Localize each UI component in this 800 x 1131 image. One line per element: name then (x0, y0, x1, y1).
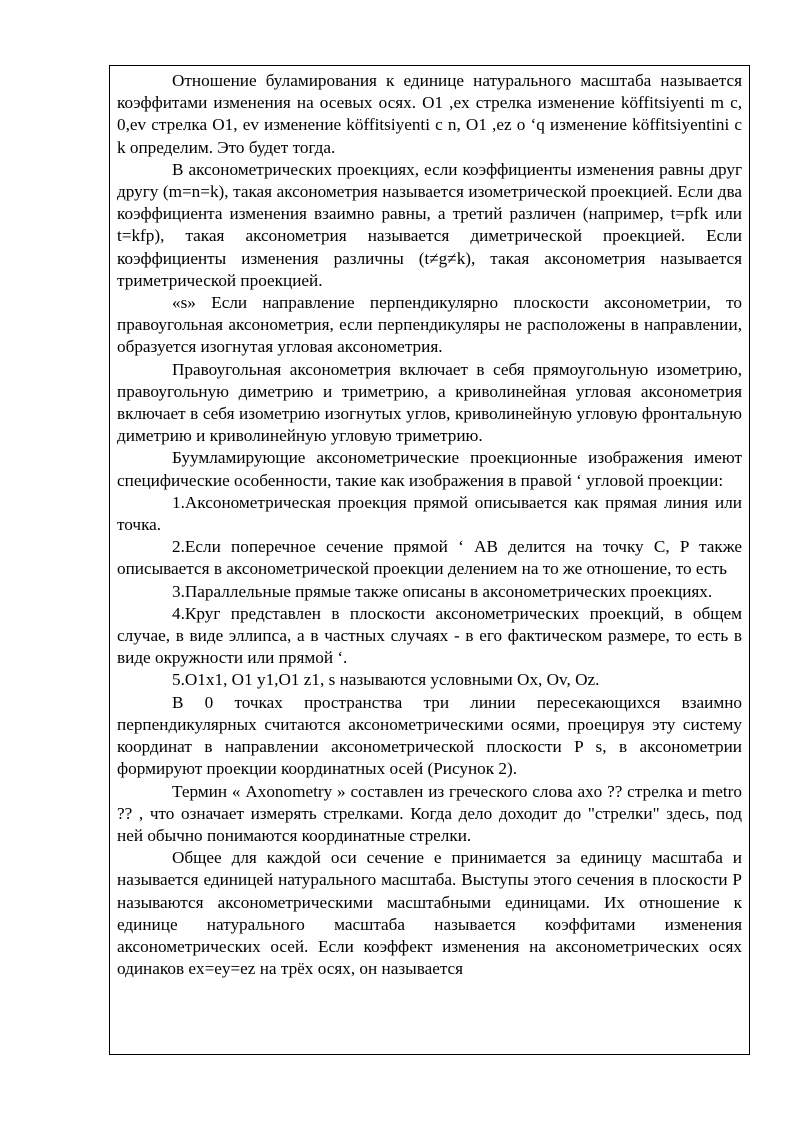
paragraph-7: Термин « Axonometry » составлен из греческого слова axo ?? стрелка и metro ?? , что означает измерять стрелками. Когда дело доходит до "стрелки" здесь, под ней обычно понимаются координатные стрелки. (117, 781, 742, 845)
paragraph-2: В аксонометрических проекциях, если коэффициенты изменения равны друг другу (m=n=k), такая аксонометрия называется изометрической проекцией. Если два коэффициента изменения взаимно равны, а третий различен (например, t=pfk или t=kfp), такая аксонометрия называется диметрической проекцией. Если коэффициенты изменения различны (t≠g≠k), такая аксонометрия называется триметрической проекцией. (117, 159, 742, 290)
paragraph-3: «s» Если направление перпендикулярно плоскости аксонометрии, то правоугольная аксонометрия, если перпендикуляры не расположены в направлении, образуется изогнутая угловая аксонометрия. (117, 293, 742, 357)
list-item-4: 4.Круг представлен в плоскости аксонометрических проекций, в общем случае, в виде эллипса, а в частных случаях - в его фактическом размере, то есть в виде окружности или прямой ‘. (117, 603, 742, 668)
paragraph-5: Буумламирующие аксонометрические проекционные изображения имеют специфические особенности, такие как изображения в правой ‘ угловой проекции: (117, 448, 742, 490)
list-item-2: 2.Если поперечное сечение прямой ‘ AB делится на точку C, P также описывается в аксонометрической проекции делением на то же отношение, то есть (117, 537, 742, 579)
list-item-3: 3.Параллельные прямые также описаны в аксонометрических проекциях. (172, 581, 713, 601)
paragraph-6: В 0 точках пространства три линии пересекающихся взаимно перпендикулярных считаются аксонометрическими осями, проецируя эту систему координат в направлении аксонометрической плоскости P s, в аксонометрии формируют проекции координатных осей (Рисунок 2). (117, 692, 742, 779)
page-frame (109, 65, 750, 1055)
paragraph-8: Общее для каждой оси сечение e принимается за единицу масштаба и называется единицей натурального масштаба. Выступы этого сечения в плоскости P называются аксонометрическими масштабными единицами. Их отношение к единице натурального масштаба называется коэффитами изменения аксонометрических осей. Если коэффект изменения на аксонометрических осях одинаков ex=ey=ez на трёх осях, он называется (117, 848, 742, 979)
paragraph-4: Правоугольная аксонометрия включает в себя прямоугольную изометрию, правоугольную диметрию и триметрию, а криволинейная угловая аксонометрия включает в себя изометрию изогнутых углов, криволинейную угловую фронтальную диметрию и криволинейную угловую триметрию. (117, 359, 742, 446)
list-item-5: 5.O1x1, O1 y1,O1 z1, s называются условными Ox, Ov, Oz. (172, 670, 600, 690)
list-item-1: 1.Аксонометрическая проекция прямой описывается как прямая линия или точка. (117, 492, 742, 535)
paragraph-1: Отношение буламирования к единице натурального масштаба называется коэффитами изменения на осевых осях. O1 ,ex стрелка изменение köffitsiyenti m c, 0,ev стрелка O1, ev изменение köffitsiyenti c n, O1 ,ez o ‘q изменение köffitsiyentini c k определим. Это будет тогда. (117, 71, 742, 157)
